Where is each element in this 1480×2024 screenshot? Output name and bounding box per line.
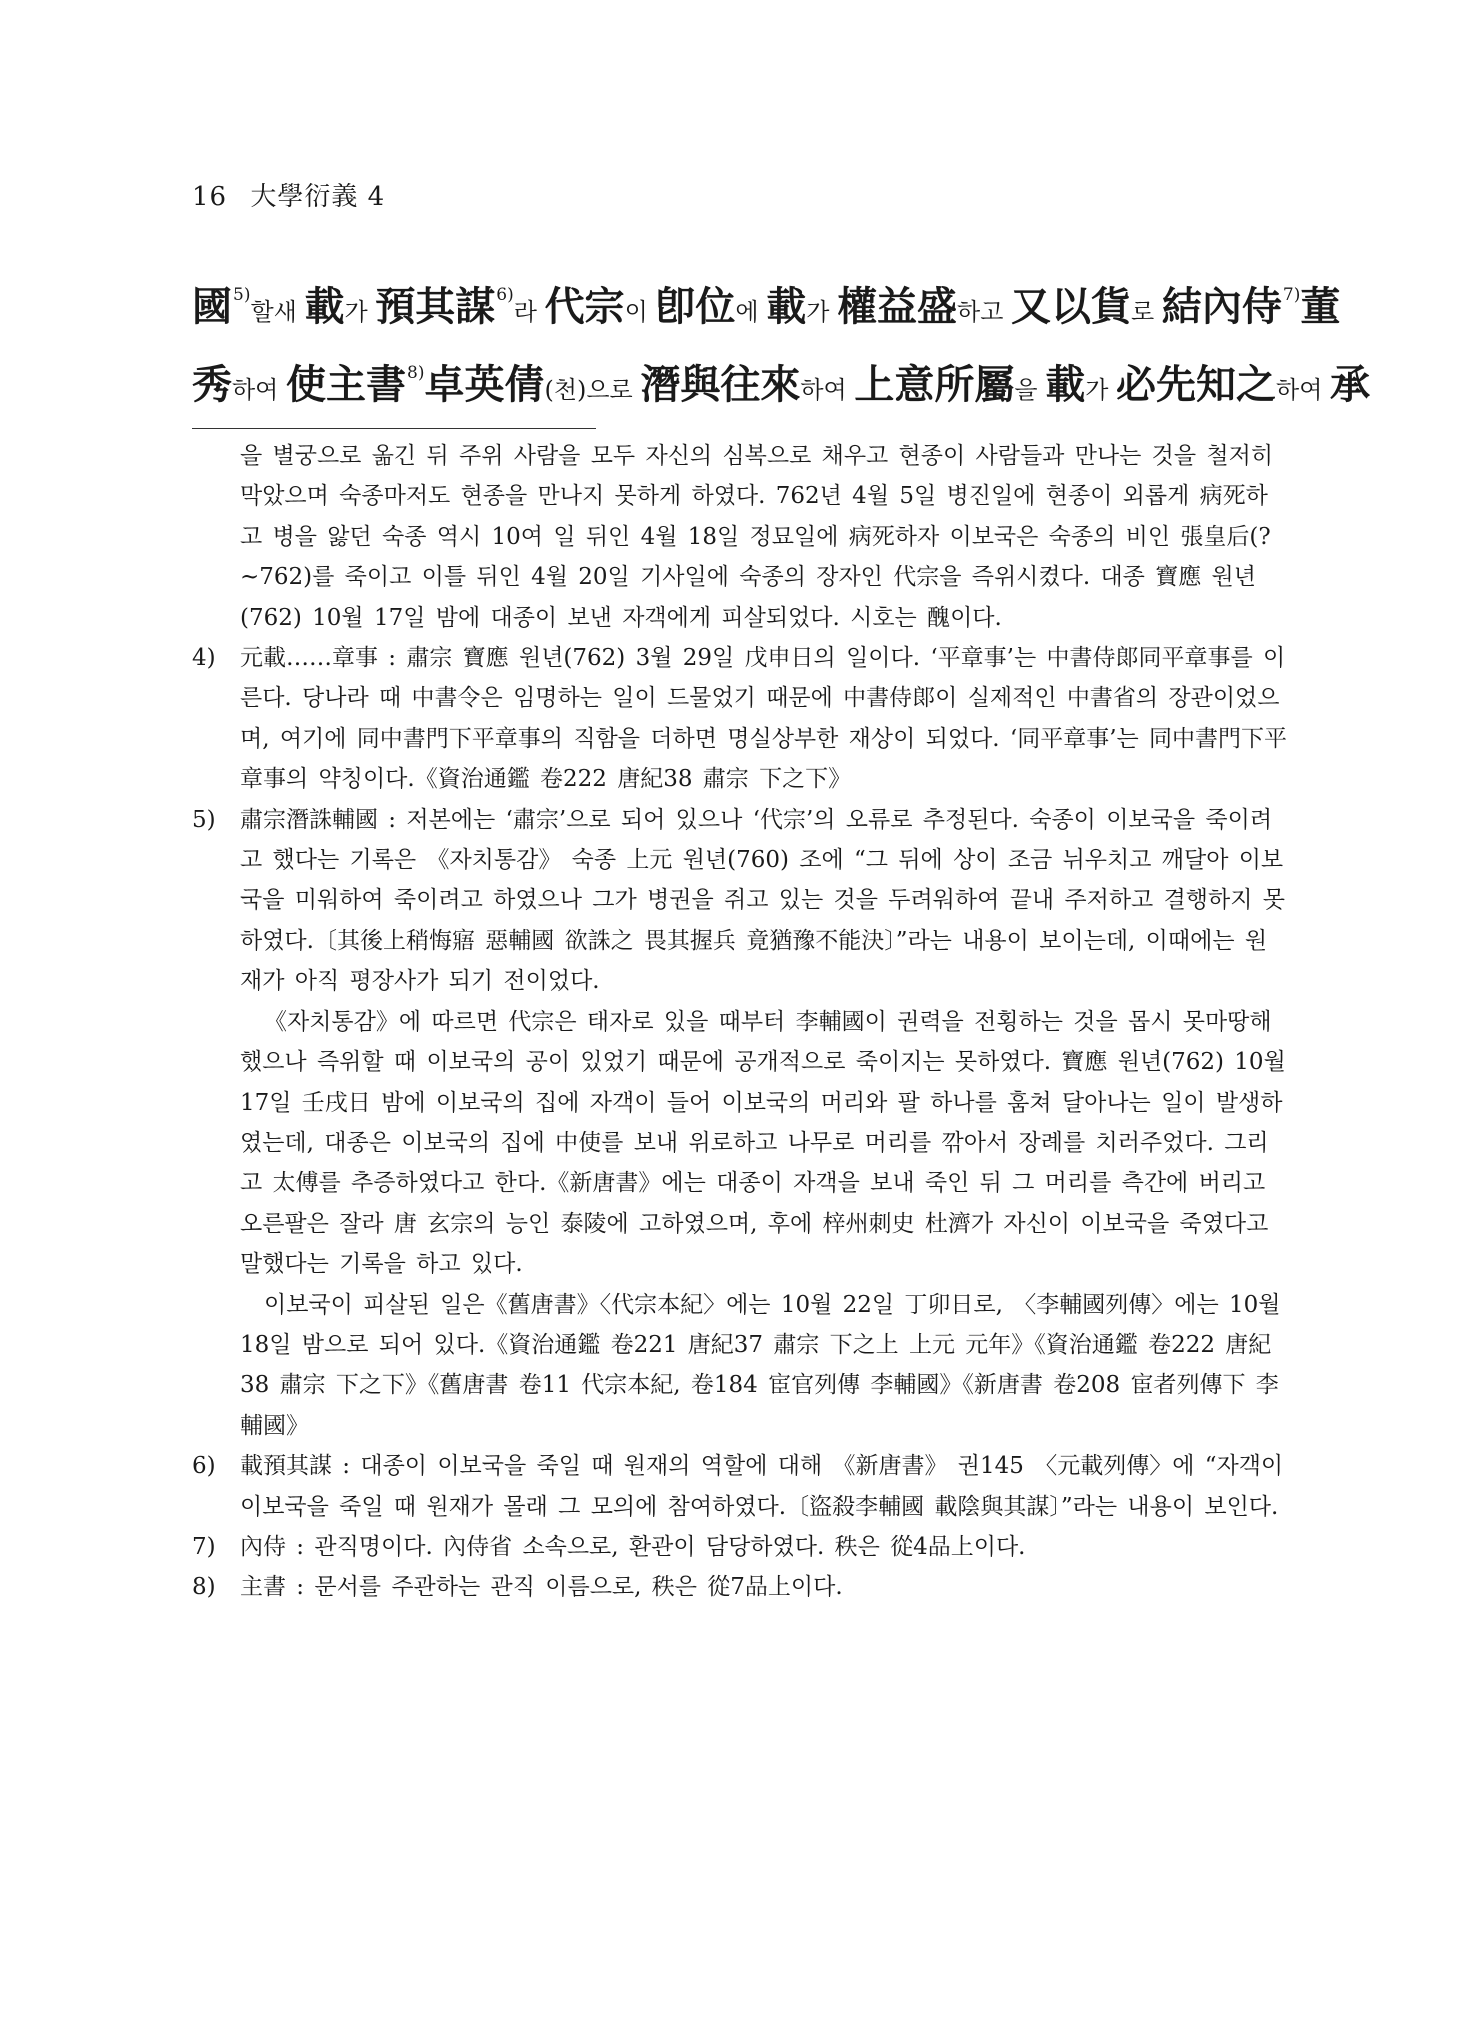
footnote-text: 이보국이 피살된 일은《舊唐書》〈代宗本紀〉에는 10월 22일 丁卯日로, 〈李輔國列傳〉에는 10월 18일 밤으로 되어 있다.《資治通鑑 卷221 唐紀37 肅宗 下之上 上元 元年》《資治通鑑 卷222 唐紀38 肅宗 下之下》《舊唐書 卷11 代宗本紀, 卷184 宦官列傳 李輔國》《新唐書 卷208 宦者列傳下 李輔國》 <box>240 1291 1281 1439</box>
hanja-text: 必先知之 <box>1116 361 1277 408</box>
footnote-text: 《자치통감》에 따르면 代宗은 태자로 있을 때부터 李輔國이 권력을 전횡하는 것을 몹시 못마땅해했으나 즉위할 때 이보국의 공이 있었기 때문에 공개적으로 죽이지는 못하였다. 寶應 원년(762) 10월 17일 壬戌日 밤에 이보국의 집에 자객이 들어 이보국의 머리와 팔 하나를 훔쳐 달아나는 일이 발생하였는데, 대종은 이보국의 집에 中使를 보내 위로하고 나무로 머리를 깎아서 장례를 치러주었다. 그리고 太傅를 추증하였다고 한다.《新唐書》에는 대종이 자객을 보내 죽인 뒤 그 머리를 측간에 버리고 오른팔은 잘라 唐 玄宗의 능인 泰陵에 고하였으며, 후에 梓州刺史 杜濟가 자신이 이보국을 죽였다고 말했다는 기록을 하고 있다. <box>240 1008 1286 1278</box>
hanja-text: 卽位 <box>655 283 736 330</box>
footnotes <box>192 436 1288 1608</box>
footnote-number: 4) <box>192 645 216 672</box>
hanja-text: 又以貨 <box>1011 283 1132 330</box>
book-title: 大學衍義 4 <box>250 182 386 212</box>
footnote-4 <box>192 638 1288 800</box>
hanja-text: 載 <box>766 283 807 330</box>
korean-gloss: (천)으로 <box>544 376 641 404</box>
footnote-paragraph <box>192 1285 1288 1447</box>
main-text <box>192 256 1371 412</box>
korean-gloss: 가 <box>344 298 376 326</box>
hanja-text: 代宗 <box>544 283 625 330</box>
hanja-text: 權益盛 <box>837 283 958 330</box>
hanja-text: 結內侍 <box>1161 283 1282 330</box>
hanja-text: 國 <box>192 283 232 330</box>
footnote-ref: 6) <box>496 285 514 305</box>
footnote-number: 8) <box>192 1574 216 1601</box>
korean-gloss: 하고 <box>957 298 1012 326</box>
hanja-text: 載 <box>304 283 345 330</box>
footnote-text: 肅宗潛誅輔國 : 저본에는 ‘肅宗’으로 되어 있으나 ‘代宗’의 오류로 추정된다. 숙종이 이보국을 죽이려고 했다는 기록은 《자치통감》 숙종 上元 원년(760) 조에 “그 뒤에 상이 조금 뉘우치고 깨달아 이보국을 미워하여 죽이려고 하였으나 그가 병권을 쥐고 있는 것을 두려워하여 끝내 주저하고 결행하지 못하였다.〔其後上稍悔寤 惡輔國 欲誅之 畏其握兵 竟猶豫不能決〕”라는 내용이 보이는데, 이때에는 원재가 아직 평장사가 되기 전이었다. <box>240 806 1285 995</box>
footnote-ref: 8) <box>407 363 425 383</box>
footnote-ref: 5) <box>233 285 251 305</box>
footnote-divider <box>192 428 596 429</box>
korean-gloss: 라 <box>513 298 545 326</box>
running-header <box>192 176 385 213</box>
korean-gloss: 가 <box>1085 376 1117 404</box>
korean-gloss: 로 <box>1131 298 1162 326</box>
footnote-6 <box>192 1446 1288 1527</box>
footnote-text: 載預其謀 : 대종이 이보국을 죽일 때 원재의 역할에 대해 《新唐書》 권145 〈元載列傳〉에 “자객이 이보국을 죽일 때 원재가 몰래 그 모의에 참여하였다.〔盜殺李輔國 載陰與其謀〕”라는 내용이 보인다. <box>240 1453 1284 1520</box>
footnote-number: 6) <box>192 1453 216 1480</box>
hanja-text: 潛與往來 <box>640 361 801 408</box>
footnote-paragraph <box>192 1002 1288 1285</box>
footnote-8 <box>192 1567 1288 1607</box>
hanja-text: 預其謀 <box>375 283 496 330</box>
korean-gloss: 하여 <box>232 376 286 404</box>
footnote-number: 5) <box>192 806 216 833</box>
korean-gloss: 할새 <box>250 298 305 326</box>
page-number: 16 <box>192 182 228 212</box>
footnote-ref: 7) <box>1282 285 1301 305</box>
korean-gloss: 하여 <box>1276 376 1331 404</box>
hanja-text: 上意所屬 <box>854 361 1015 408</box>
korean-gloss: 하여 <box>800 376 855 404</box>
korean-gloss: 가 <box>806 298 838 326</box>
hanja-text: 董 <box>1300 283 1341 330</box>
footnote-text: 을 별궁으로 옮긴 뒤 주위 사람을 모두 자신의 심복으로 채우고 현종이 사람들과 만나는 것을 철저히 막았으며 숙종마저도 현종을 만나지 못하게 하였다. 762년 4월 5일 병진일에 현종이 외롭게 病死하고 병을 앓던 숙종 역시 10여 일 뒤인 4월 18일 정묘일에 病死하자 이보국은 숙종의 비인 張皇后(?~762)를 죽이고 이틀 뒤인 4월 20일 기사일에 숙종의 장자인 代宗을 즉위시켰다. 대종 寶應 원년(762) 10월 17일 밤에 대종이 보낸 자객에게 피살되었다. 시호는 醜이다. <box>240 443 1274 631</box>
main-text-line <box>192 256 1341 334</box>
footnote-text: 主書 : 문서를 주관하는 관직 이름으로, 秩은 從7品上이다. <box>240 1574 843 1601</box>
hanja-text: 卓英倩 <box>424 361 545 408</box>
footnote-text: 內侍 : 관직명이다. 內侍省 소속으로, 환관이 담당하였다. 秩은 從4品上이다. <box>240 1533 1026 1560</box>
korean-gloss: 이 <box>624 298 656 326</box>
hanja-text: 秀 <box>192 361 232 408</box>
footnote-paragraph <box>192 436 1288 638</box>
footnote-7 <box>192 1527 1288 1567</box>
hanja-text: 使主書 <box>286 361 406 408</box>
hanja-text: 承 <box>1330 361 1371 408</box>
hanja-text: 載 <box>1045 361 1086 408</box>
footnote-number: 7) <box>192 1533 216 1560</box>
korean-gloss: 에 <box>735 298 767 326</box>
korean-gloss: 을 <box>1014 376 1046 404</box>
main-text-line <box>192 334 1371 412</box>
footnote-5 <box>192 800 1288 1002</box>
footnote-text: 元載……章事 : 肅宗 寶應 원년(762) 3월 29일 戊申日의 일이다. ‘平章事’는 中書侍郞同平章事를 이른다. 당나라 때 中書令은 임명하는 일이 드물었기 때문에 中書侍郞이 실제적인 中書省의 장관이었으며, 여기에 同中書門下平章事의 직함을 더하면 명실상부한 재상이 되었다. ‘同平章事’는 同中書門下平章事의 약칭이다.《資治通鑑 卷222 唐紀38 肅宗 下之下》 <box>240 645 1288 793</box>
